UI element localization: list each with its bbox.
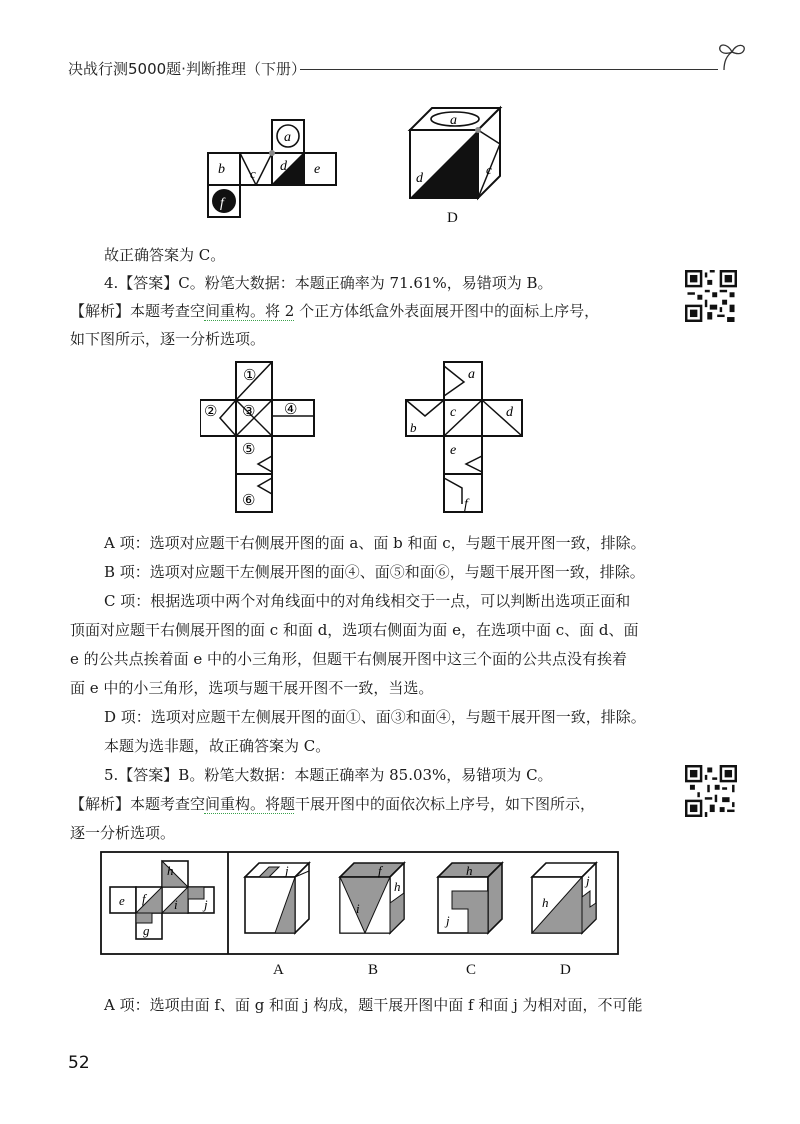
face-3-label: ③	[242, 404, 256, 420]
q5-figure	[100, 851, 620, 956]
option-caption-d: D	[560, 962, 571, 978]
net-label-f: f	[220, 196, 224, 211]
top-net-figure	[200, 115, 350, 225]
q5-analysis-line1: 【解析】本题考查空间重构。将题干展开图中的面依次标上序号，如下图所示，	[70, 795, 596, 813]
face-1-label: ①	[243, 368, 257, 384]
net-label-c: c	[250, 166, 256, 181]
face-5-label: ⑤	[242, 442, 256, 458]
top-cube-figure	[400, 100, 510, 210]
q4-analysis-line2: 如下图所示，逐一分析选项。	[70, 330, 266, 348]
face-4-label: ④	[284, 402, 298, 418]
face-c-label: c	[450, 405, 457, 420]
face-2-label: ②	[204, 404, 218, 420]
q4-analysis-line1: 【解析】本题考查空间重构。将 2 个正方体纸盒外表面展开图中的面标上序号，	[70, 302, 600, 320]
q5-answer: 5.【答案】B。粉笔大数据：本题正确率为 85.03%，易错项为 C。	[104, 766, 553, 784]
q4-right-net	[402, 358, 532, 518]
q4-answer: 4.【答案】C。粉笔大数据：本题正确率为 71.61%，易错项为 B。	[104, 274, 553, 292]
net-label-b: b	[218, 162, 225, 177]
cube-label-d: d	[416, 171, 423, 186]
q5-net-label-i: i	[174, 897, 178, 912]
header-rule	[300, 69, 718, 70]
face-b-label: b	[410, 420, 417, 435]
sprout-icon	[714, 40, 750, 74]
option-caption-b: B	[368, 962, 379, 978]
q4-option-c-line1: C 项：根据选项中两个对角线面中的对角线相交于一点，可以判断出选项正面和	[104, 592, 631, 610]
cube-label-a: a	[450, 113, 457, 128]
q5-net-label-j: j	[204, 897, 208, 912]
cube-label-c: c	[486, 162, 492, 177]
face-6-label: ⑥	[242, 493, 256, 509]
cube-b-label-f: f	[378, 863, 382, 878]
running-header: 决战行测5000题·判断推理（下册）	[68, 60, 306, 78]
net-label-d: d	[280, 159, 287, 174]
face-e-label: e	[450, 443, 457, 458]
net-label-a: a	[284, 130, 291, 145]
top-figure-caption: D	[447, 210, 458, 226]
cube-b-label-i: i	[356, 901, 360, 916]
q5-analysis-line2: 逐一分析选项。	[70, 824, 176, 842]
net-label-e: e	[314, 162, 321, 177]
option-caption-c: C	[466, 962, 477, 978]
q4-option-c-line2: 顶面对应题干右侧展开图的面 c 和面 d，选项右侧面为面 e，在选项中面 c、面 d、面	[70, 621, 639, 639]
q4-option-c-line3: e 的公共点挨着面 e 中的小三角形，但题干右侧展开图中这三个面的公共点没有挨着	[70, 650, 628, 668]
q4-left-net	[200, 358, 320, 518]
face-d-label: d	[506, 405, 513, 420]
face-f-label: f	[464, 497, 468, 512]
cube-d-label-h: h	[542, 895, 549, 910]
q4-conclusion: 本题为选非题，故正确答案为 C。	[104, 737, 331, 755]
q4-option-c-line4: 面 e 中的小三角形，选项与题干展开图不一致，当选。	[70, 679, 434, 697]
cube-b-label-h: h	[394, 879, 401, 894]
q4-option-a: A 项：选项对应题干右侧展开图的面 a、面 b 和面 c，与题干展开图一致，排除。	[104, 534, 646, 552]
wavy-underline	[204, 316, 294, 321]
cube-a-label-j: j	[285, 863, 289, 878]
q5-net-label-h: h	[167, 863, 174, 878]
face-a-label: a	[468, 367, 475, 382]
q5-option-a: A 项：选项由面 f、面 g 和面 j 构成，题干展开图中面 f 和面 j 为相对面，不可能	[104, 996, 643, 1014]
qr-code-icon	[685, 765, 737, 817]
q5-net-label-f: f	[142, 891, 146, 906]
cube-c-label-j: j	[446, 913, 450, 928]
q5-net-label-e: e	[119, 893, 125, 908]
q5-net-label-g: g	[143, 923, 150, 938]
conclusion-q3: 故正确答案为 C。	[104, 246, 226, 264]
option-caption-a: A	[273, 962, 284, 978]
q4-option-b: B 项：选项对应题干左侧展开图的面④、面⑤和面⑥，与题干展开图一致，排除。	[104, 563, 645, 581]
page-number: 52	[68, 1053, 90, 1073]
wavy-underline	[204, 809, 294, 814]
qr-code-icon	[685, 270, 737, 322]
q4-option-d: D 项：选项对应题干左侧展开图的面①、面③和面④，与题干展开图一致，排除。	[104, 708, 646, 726]
cube-d-label-j: j	[586, 873, 590, 888]
cube-c-label-h: h	[466, 863, 473, 878]
